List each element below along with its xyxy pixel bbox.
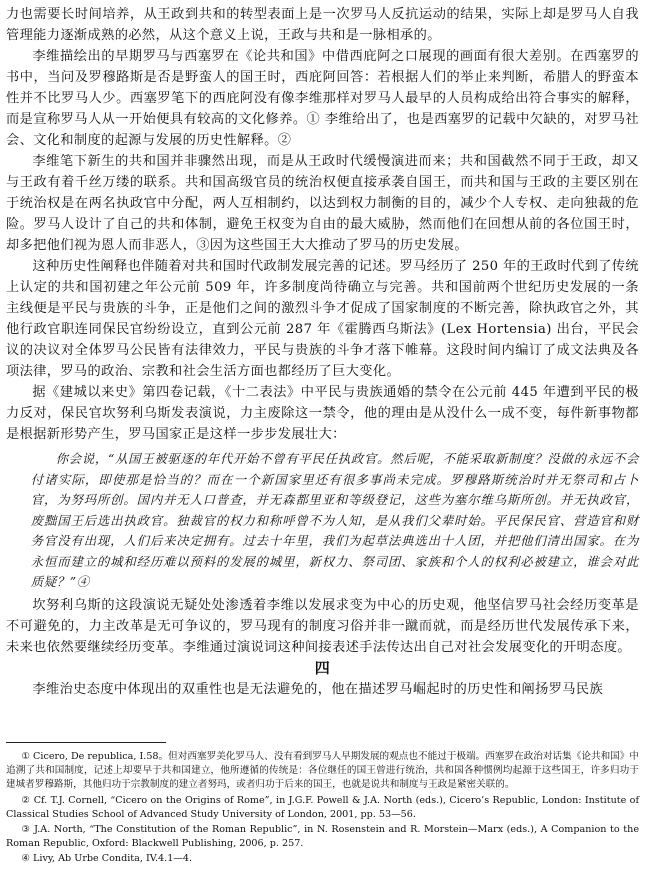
paragraph: 这种历史性阐释也伴随着对共和国时代政制发展完善的记述。罗马经历了 250 年的王政时代到了传统上认定的共和国初建之年公元前 509 年，许多制度尚待确立与完善。共和国前两个世纪历史发展的一条主线便是平民与贵族的斗争，正是他们之间的激烈斗争才促成了国家制度的不断完善，除执政官之外，其他行政官职连同保民官纷纷设立，直到公元前 287 年《霍腾西乌斯法》(Lex Hortensia) 出台，平民会议的决议对全体罗马公民皆有法律效力，平民与贵族的斗争才落下帷幕。这段时间内编订了成文法典及各项法律，罗马的政治、宗教和社会生活方面也都经历了巨大变化。 bbox=[6, 259, 639, 379]
paragraph: 李维治史态度中体现出的双重性也是无法避免的，他在描述罗马崛起时的历史性和阐扬罗马民族 bbox=[32, 681, 604, 697]
paragraph: 力也需要长时间培养，从王政到共和的转型表面上是一次罗马人反抗运动的结果，实际上却是罗马人自我管理能力逐渐成熟的必然，从这个意义上说，王政与共和是一脉相承的。 bbox=[6, 7, 639, 43]
footnote: ② Cf. T.J. Cornell, “Cicero on the Origins of Rome”, in J.G.F. Powell & J.A. North (eds.), Cicero’s Republic, London: Institute of Classical Studies School of Advanced Study University of London, 2001, pp. 53—56. bbox=[6, 794, 639, 820]
footnote: ④ Livy, Ab Urbe Condita, IV.4.1—4. bbox=[21, 853, 193, 865]
paragraph: 据《建城以来史》第四卷记载，《十二表法》中平民与贵族通婚的禁令在公元前 445 年遭到平民的极力反对，保民官坎努利乌斯发表演说，力主废除这一禁令，他的理由是从没什么一成不变，每件新事物都是根据新形势产生，罗马国家正是这样一步步发展壮大： bbox=[6, 385, 639, 442]
footnote: ① Cicero, De republica, I.58。但对西塞罗美化罗马人、没有看到罗马人早期发展的观点也不能过于极端。西塞罗在政治对话集《论共和国》中追溯了共和国制度，记述上却要早于共和国建立，他所遵循的传统是：各位继任的国王曾进行统治，共和国各种惯例均起源于这些国王，许多归功于建城者罗穆路斯，其他归功于宗教制度的建立者努玛，或者归功于后来的国王，也就是说共和制度与王政是紧密关联的。 bbox=[6, 751, 639, 791]
paragraph: 李维描绘出的早期罗马与西塞罗在《论共和国》中借西庇阿之口展现的画面有很大差别。在西塞罗的书中，当问及罗穆路斯是否是野蛮人的国王时，西庇阿回答：若根据人们的举止来判断，希腊人的野蛮本性并不比罗马人少。西塞罗笔下的西庇阿没有像李维那样对罗马人最早的人员构成给出符合事实的解释，而是宣称罗马人从一开始便具有较高的文化修养。① 李维给出了，也是西塞罗的记载中欠缺的，对罗马社会、文化和制度的起源与发展的历史性解释。② bbox=[6, 49, 639, 148]
section-heading: 四 bbox=[314, 658, 331, 677]
footnote-divider bbox=[6, 742, 166, 743]
paragraph: 坎努利乌斯的这段演说无疑处处渗透着李维以发展求变为中心的历史观，他坚信罗马社会经历变革是不可避免的，力主改革是无可争议的，罗马现有的制度习俗并非一蹴而就，而是经历世代发展传承下来，未来也依然要继续经历变革。李维通过演说词这种间接表述手法传达出自己对社会发展变化的开明态度。 bbox=[6, 597, 639, 655]
main-text bbox=[6, 4, 639, 700]
footnote: ③ J.A. North, “The Constitution of the Roman Republic”, in N. Rosenstein and R. Morstein—Marx (eds.), A Companion to the Roman Republic, Oxford: Blackwell Publishing, 2006, p. 257. bbox=[6, 824, 639, 850]
footnotes bbox=[6, 750, 639, 868]
paragraph: 李维笔下新生的共和国并非骤然出现，而是从王政时代缓慢演进而来；共和国截然不同于王政，却又与王政有着千丝万缕的联系。共和国高级官员的统治权便直接承袭自国王，而共和国与王政的主要区别在于统治权是在两名执政官中分配，两人互相制约，以达到权力制衡的目的，减少个人专权、走向独裁的危险。罗马人设计了自己的共和体制，避免王权变为自由的最大威胁，然而他们在回想从前的各位国王时，却多把他们视为恩人而非恶人，③因为这些国王大大推动了罗马的历史发展。 bbox=[6, 154, 639, 253]
block-quote: 你会说，“从国王被驱逐的年代开始不曾有平民任执政官。然后呢，不能采取新制度？没做的永远不会付诸实际，即使那是恰当的？而在一个新国家里还有很多事尚未完成。罗穆路斯统治时并无祭司和占卜官，为努玛所创。国内并无人口普查，并无森都里亚和等级登记，这些为塞尔维乌斯所创。并无执政官，废黜国王后选出执政官。独裁官的权力和称呼曾不为人知，是从我们父辈时始。平民保民官、营造官和财务官没有出现，人们后来决定拥有。过去十年里，我们为起草法典选出十人团，并把他们清出国家。在为永恒而建立的城和经历难以预料的发展的城里，新权力、祭司团、家族和个人的权利必被建立，谁会对此质疑？”④ bbox=[30, 451, 639, 589]
